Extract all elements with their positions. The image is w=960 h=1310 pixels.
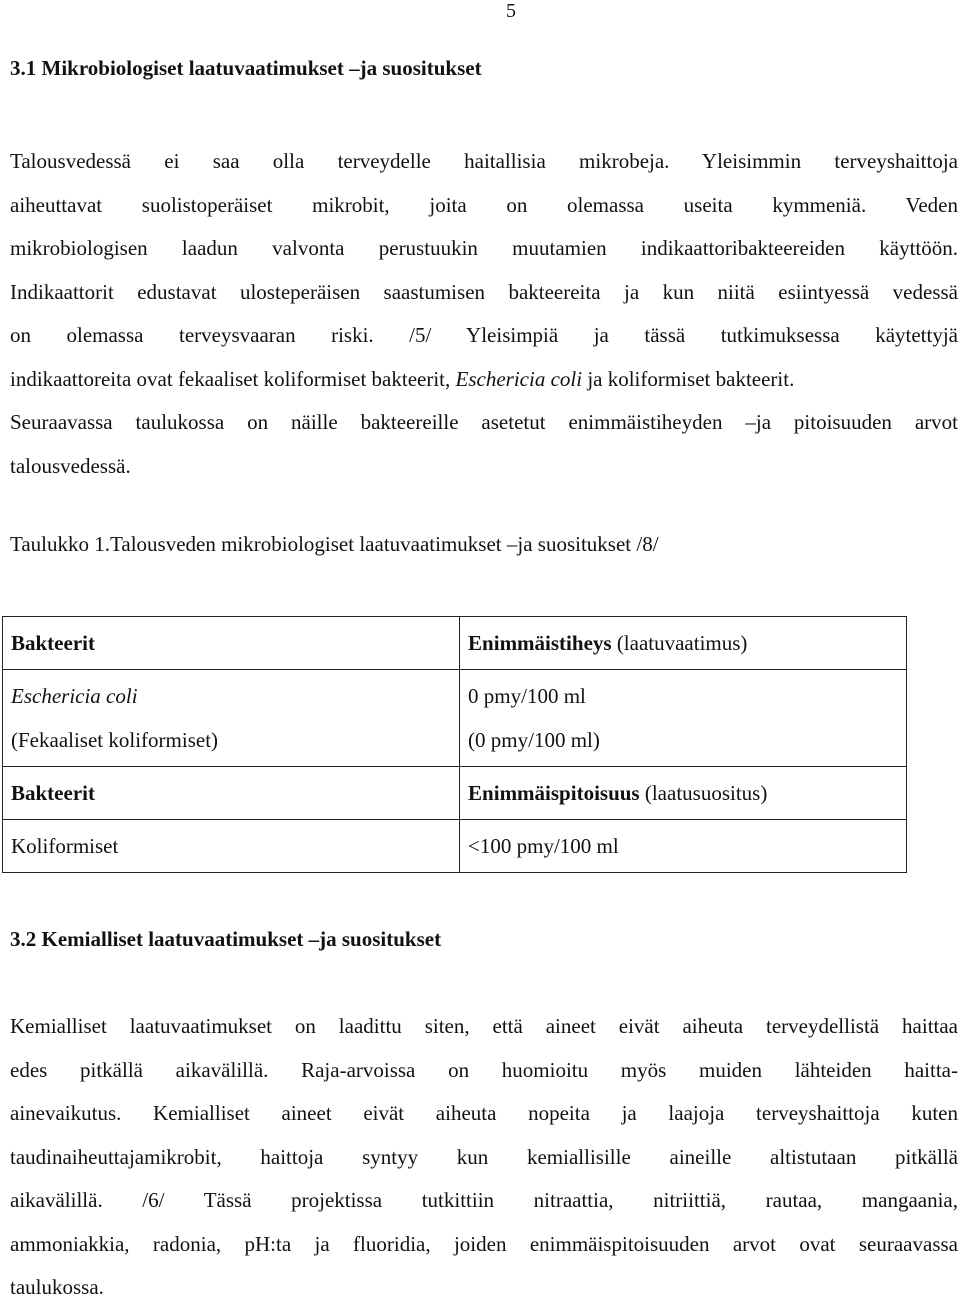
section-1-paragraph <box>10 140 958 488</box>
table-cell <box>460 820 907 873</box>
paragraph-line: taudinaiheuttajamikrobit, haittoja syntyy kun kemiallisille aineille altistutaan pitkällä <box>10 1144 958 1169</box>
table-cell <box>3 617 460 670</box>
paragraph-line: Kemialliset laatuvaatimukset on laadittu siten, että aineet eivät aiheuta terveydellistä haittaa <box>10 1014 958 1038</box>
paragraph-line <box>10 358 958 402</box>
table-cell <box>460 767 907 820</box>
organism-note: (Fekaaliset koliformiset) <box>11 728 219 752</box>
paragraph-line: aiheuttavat suolistoperäiset mikrobit, joita on olemassa useita kymmeniä. Veden <box>10 192 958 217</box>
species-name: Eschericia coli <box>455 366 583 391</box>
paragraph-line: Seuraavassa taulukossa on näille bakteereille asetetut enimmäistiheyden –ja pitoisuuden arvot <box>10 410 958 434</box>
section-2-paragraph <box>10 1005 958 1310</box>
header-qualifier: (laatuvaatimus) <box>611 631 748 655</box>
section-heading-3-2: 3.2 Kemialliset laatuvaatimukset –ja suositukset <box>10 927 442 951</box>
paragraph-line: on olemassa terveysvaaran riski. /5/ Yleisimpiä ja tässä tutkimuksessa käytettyjä <box>10 323 958 347</box>
paragraph-line: ammoniakkia, radonia, pH:ta ja fluoridia, joiden enimmäispitoisuuden arvot ovat seuraavassa <box>10 1231 958 1256</box>
paragraph-text: ja koliformiset bakteerit. <box>582 366 795 391</box>
column-header-max-concentration: Enimmäispitoisuus <box>468 781 640 805</box>
paragraph-line: aikavälillä. /6/ Tässä projektissa tutkittiin nitraattia, nitriittiä, rautaa, mangaania, <box>10 1188 958 1212</box>
table-cell <box>3 767 460 820</box>
paragraph-text: indikaattoreita ovat fekaaliset koliformiset bakteerit, <box>10 366 456 391</box>
table-cell <box>460 670 907 767</box>
microbiological-limits-table <box>2 616 907 873</box>
organism-name: Koliformiset <box>11 834 119 858</box>
table-row <box>3 617 907 670</box>
paragraph-line: taulukossa. <box>10 1275 104 1299</box>
column-header-bacteria: Bakteerit <box>11 781 95 805</box>
organism-name: Eschericia coli <box>11 684 138 708</box>
paragraph-line: Talousvedessä ei saa olla terveydelle haitallisia mikrobeja. Yleisimmin terveyshaittoja <box>10 149 958 173</box>
column-header-bacteria: Bakteerit <box>11 631 95 655</box>
table-row <box>3 767 907 820</box>
table-row <box>3 820 907 873</box>
header-qualifier: (laatusuositus) <box>639 781 768 805</box>
page-number: 5 <box>506 0 516 22</box>
paragraph-line: mikrobiologisen laadun valvonta perustuukin muutamien indikaattoribakteereiden käyttöön. <box>10 236 958 260</box>
table-cell <box>460 617 907 670</box>
table-cell <box>3 670 460 767</box>
limit-value: <100 pmy/100 ml <box>468 834 619 858</box>
section-heading-3-1: 3.1 Mikrobiologiset laatuvaatimukset –ja suositukset <box>10 56 482 80</box>
paragraph-line: edes pitkällä aikavälillä. Raja-arvoissa on huomioitu myös muiden lähteiden haitta- <box>10 1057 958 1082</box>
limit-value: (0 pmy/100 ml) <box>468 728 600 752</box>
paragraph-line: Indikaattorit edustavat ulosteperäisen saastumisen bakteereita ja kun niitä esiintyessä vedessä <box>10 279 958 304</box>
table-caption: Taulukko 1.Talousveden mikrobiologiset laatuvaatimukset –ja suositukset /8/ <box>10 532 659 556</box>
table-cell <box>3 820 460 873</box>
limit-value: 0 pmy/100 ml <box>468 684 586 708</box>
column-header-max-density: Enimmäistiheys <box>468 631 612 655</box>
paragraph-line: ainevaikutus. Kemialliset aineet eivät aiheuta nopeita ja laajoja terveyshaittoja kuten <box>10 1101 958 1125</box>
table-row <box>3 670 907 767</box>
paragraph-line: talousvedessä. <box>10 453 131 478</box>
